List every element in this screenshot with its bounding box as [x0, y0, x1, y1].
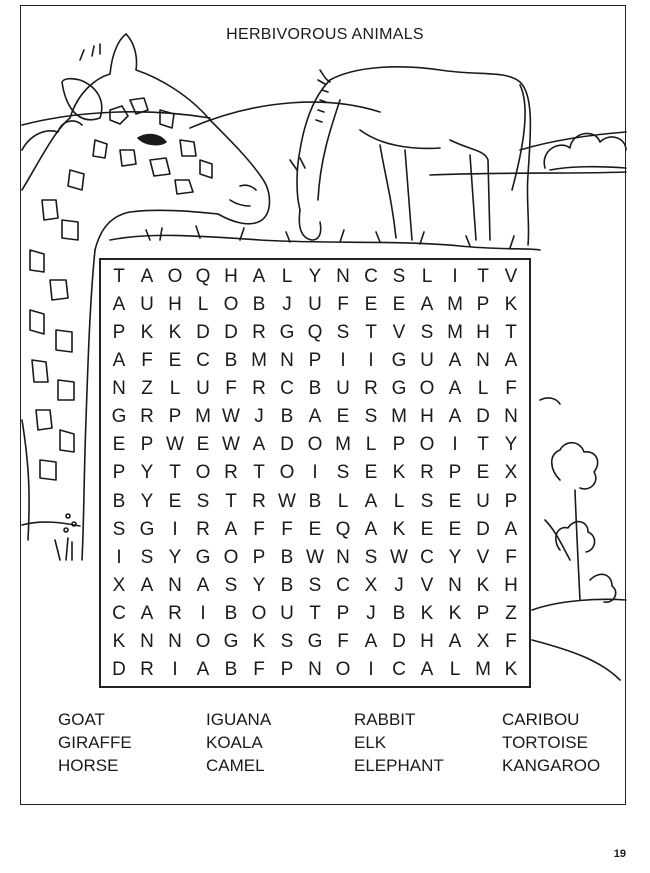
grid-letter[interactable]: E	[364, 293, 378, 315]
grid-letter[interactable]: F	[505, 631, 517, 653]
grid-letter[interactable]: F	[141, 349, 153, 371]
grid-letter[interactable]: F	[225, 378, 237, 400]
grid-letter[interactable]: S	[196, 490, 210, 512]
grid-letter[interactable]: E	[476, 462, 490, 484]
flower-icon	[540, 398, 616, 602]
grid-letter[interactable]: P	[252, 546, 266, 568]
grid-letter[interactable]: E	[448, 490, 462, 512]
grid-letter[interactable]: S	[364, 406, 378, 428]
grid-letter[interactable]: N	[140, 631, 154, 653]
grid-letter[interactable]: B	[224, 349, 238, 371]
grid-letter[interactable]: A	[224, 518, 238, 540]
grid-letter[interactable]: K	[168, 321, 182, 343]
grid-letter[interactable]: J	[254, 406, 264, 428]
grid-letter[interactable]: Q	[307, 321, 323, 343]
grid-letter[interactable]: W	[390, 546, 408, 568]
grid-letter[interactable]: J	[282, 293, 292, 315]
grid-letter[interactable]: D	[224, 321, 238, 343]
grid-letter[interactable]: T	[309, 603, 321, 625]
grid-letter[interactable]: I	[340, 349, 346, 371]
grid-letter[interactable]: D	[476, 406, 490, 428]
grid-letter[interactable]: S	[420, 321, 434, 343]
grid-letter[interactable]: N	[476, 349, 490, 371]
grid-letter[interactable]: B	[308, 490, 322, 512]
tree-icon	[22, 121, 82, 150]
grid-letter[interactable]: L	[421, 265, 433, 287]
grid-letter[interactable]: M	[447, 293, 463, 315]
grid-letter[interactable]: K	[140, 321, 154, 343]
grid-letter[interactable]: E	[392, 293, 406, 315]
grid-letter[interactable]: C	[280, 378, 294, 400]
grid-letter[interactable]: J	[394, 575, 404, 597]
grid-letter[interactable]: T	[253, 462, 265, 484]
grid-letter[interactable]: M	[447, 321, 463, 343]
grid-letter[interactable]: Y	[252, 575, 266, 597]
grid-letter[interactable]: Y	[308, 265, 322, 287]
grid-letter[interactable]: G	[279, 321, 295, 343]
word-list-item: KANGAROO	[502, 756, 601, 775]
grid-letter[interactable]: S	[420, 490, 434, 512]
grid-letter[interactable]: S	[224, 575, 238, 597]
grid-letter[interactable]: A	[140, 575, 154, 597]
grid-letter[interactable]: E	[364, 462, 378, 484]
grid-letter[interactable]: L	[281, 265, 293, 287]
grid-letter[interactable]: P	[140, 434, 154, 456]
grid-letter[interactable]: R	[140, 406, 154, 428]
word-list-item: GOAT	[58, 710, 105, 729]
grid-letter[interactable]: O	[279, 462, 295, 484]
grid-letter[interactable]: N	[168, 575, 182, 597]
grid-letter[interactable]: C	[196, 349, 210, 371]
grid-letter[interactable]: I	[368, 659, 374, 681]
grid-letter[interactable]: P	[168, 406, 182, 428]
word-list-item: RABBIT	[354, 710, 416, 729]
grid-letter[interactable]: U	[420, 349, 434, 371]
grid-letter[interactable]: U	[308, 293, 322, 315]
grid-letter[interactable]: L	[393, 490, 405, 512]
grid-letter[interactable]: E	[420, 518, 434, 540]
grid-letter[interactable]: I	[452, 265, 458, 287]
grid-letter[interactable]: A	[364, 631, 378, 653]
grid-letter[interactable]: R	[364, 378, 378, 400]
grid-letter[interactable]: E	[448, 518, 462, 540]
grid-letter[interactable]: H	[420, 406, 434, 428]
grid-letter[interactable]: R	[224, 462, 238, 484]
grid-letter[interactable]: B	[112, 490, 126, 512]
grid-letter[interactable]: U	[140, 293, 154, 315]
grid-letter[interactable]: E	[168, 349, 182, 371]
word-list-item: ELEPHANT	[354, 756, 444, 775]
grid-letter[interactable]: N	[168, 631, 182, 653]
grid-letter[interactable]: D	[476, 518, 490, 540]
grid-letter[interactable]: U	[280, 603, 294, 625]
grid-letter[interactable]: K	[392, 462, 406, 484]
grid-letter[interactable]: S	[336, 462, 350, 484]
grid-letter[interactable]: T	[365, 321, 377, 343]
grid-letter[interactable]: T	[477, 434, 489, 456]
grid-letter[interactable]: U	[336, 378, 350, 400]
word-list-item: HORSE	[58, 756, 119, 775]
grid-letter[interactable]: N	[336, 265, 350, 287]
word-list-item: KOALA	[206, 733, 263, 752]
grid-letter[interactable]: A	[364, 518, 378, 540]
grid-letter[interactable]: W	[306, 546, 324, 568]
grid-letter[interactable]: A	[196, 575, 210, 597]
grid-letter[interactable]: P	[448, 462, 462, 484]
grid-letter[interactable]: R	[252, 378, 266, 400]
word-list-item: IGUANA	[206, 710, 272, 729]
word-list	[58, 709, 618, 777]
grid-letter[interactable]: L	[197, 293, 209, 315]
grid-letter[interactable]: A	[448, 631, 462, 653]
grid-letter[interactable]: A	[112, 349, 126, 371]
grid-letter[interactable]: S	[336, 321, 350, 343]
grid-letter[interactable]: C	[364, 265, 378, 287]
grid-letter[interactable]: K	[476, 575, 490, 597]
hills-icon	[22, 102, 626, 175]
grid-letter[interactable]: F	[253, 518, 265, 540]
grid-letter[interactable]: H	[420, 631, 434, 653]
grid-letter[interactable]: M	[391, 406, 407, 428]
grid-letter[interactable]: L	[169, 378, 181, 400]
grid-letter[interactable]: O	[195, 631, 211, 653]
grid-letter[interactable]: S	[140, 546, 154, 568]
grid-letter[interactable]: H	[504, 575, 518, 597]
grid-letter[interactable]: B	[224, 603, 238, 625]
grid-letter[interactable]: O	[419, 378, 435, 400]
grid-letter[interactable]: C	[112, 603, 126, 625]
grid-letter[interactable]: G	[391, 378, 407, 400]
grid-letter[interactable]: A	[448, 406, 462, 428]
grid-letter[interactable]: M	[195, 406, 211, 428]
grid-letter[interactable]: T	[477, 265, 489, 287]
grid-letter[interactable]: F	[253, 659, 265, 681]
grid-letter[interactable]: G	[111, 406, 127, 428]
grid-letter[interactable]: D	[112, 659, 126, 681]
grid-letter[interactable]: A	[252, 265, 266, 287]
grid-letter[interactable]: B	[280, 406, 294, 428]
horse-icon	[290, 67, 530, 245]
grid-letter[interactable]: C	[392, 659, 406, 681]
grid-letter[interactable]: P	[476, 293, 490, 315]
grid-letter[interactable]: U	[196, 378, 210, 400]
grid-letter[interactable]: A	[196, 659, 210, 681]
grid-letter[interactable]: V	[504, 265, 518, 287]
grid-letter[interactable]: J	[366, 603, 376, 625]
grid-letter[interactable]: V	[476, 546, 490, 568]
grid-letter[interactable]: N	[504, 406, 518, 428]
grid-letter[interactable]: N	[308, 659, 322, 681]
grid-letter[interactable]: G	[307, 631, 323, 653]
grid-letter[interactable]: P	[392, 434, 406, 456]
grid-letter[interactable]: R	[168, 603, 182, 625]
grid-letter[interactable]: C	[420, 546, 434, 568]
grid-letter[interactable]: I	[172, 518, 178, 540]
grid-letter[interactable]: K	[504, 659, 518, 681]
grid-letter[interactable]: F	[505, 546, 517, 568]
grid-letter[interactable]: P	[336, 603, 350, 625]
grid-letter[interactable]: L	[337, 490, 349, 512]
grid-letter[interactable]: A	[308, 406, 322, 428]
grid-letter[interactable]: A	[448, 378, 462, 400]
grid-letter[interactable]: L	[477, 378, 489, 400]
grid-letter[interactable]: P	[112, 462, 126, 484]
grid-letter[interactable]: T	[169, 462, 181, 484]
grid-letter[interactable]: T	[225, 490, 237, 512]
grid-letter[interactable]: Y	[140, 462, 154, 484]
grid-letter[interactable]: O	[251, 603, 267, 625]
grid-letter[interactable]: O	[223, 293, 239, 315]
grid-letter[interactable]: P	[308, 349, 322, 371]
grid-letter[interactable]: S	[308, 575, 322, 597]
grid-letter[interactable]: P	[280, 659, 294, 681]
grid-letter[interactable]: B	[392, 603, 406, 625]
grid-letter[interactable]: Y	[140, 490, 154, 512]
grid-letter[interactable]: T	[505, 321, 517, 343]
grid-letter[interactable]: S	[364, 546, 378, 568]
page-number: 19	[613, 848, 626, 860]
grid-letter[interactable]: E	[112, 434, 126, 456]
grid-letter[interactable]: W	[222, 434, 240, 456]
grid-letter[interactable]: A	[448, 349, 462, 371]
grid-letter[interactable]: K	[252, 631, 266, 653]
grid-letter[interactable]: B	[308, 378, 322, 400]
grid-letter[interactable]: F	[505, 378, 517, 400]
grid-letter[interactable]: P	[112, 321, 126, 343]
grid-letter[interactable]: S	[280, 631, 294, 653]
grid-letter[interactable]: L	[449, 659, 461, 681]
grid-letter[interactable]: H	[476, 321, 490, 343]
grid-letter[interactable]: I	[200, 603, 206, 625]
grid-letter[interactable]: N	[112, 378, 126, 400]
grid-letter[interactable]: R	[140, 659, 154, 681]
grid-letter[interactable]: B	[224, 659, 238, 681]
grid-letter[interactable]: D	[392, 631, 406, 653]
grid-letter[interactable]: A	[364, 490, 378, 512]
grid-letter[interactable]: A	[140, 603, 154, 625]
grid-letter[interactable]: T	[113, 265, 125, 287]
grid-letter[interactable]: R	[252, 321, 266, 343]
grid-letter[interactable]: Z	[141, 378, 153, 400]
grid-letter[interactable]: Y	[448, 546, 462, 568]
grid-letter[interactable]: K	[504, 293, 518, 315]
grid-letter[interactable]: A	[252, 434, 266, 456]
grid-letter[interactable]: U	[476, 490, 490, 512]
grid-letter[interactable]: A	[420, 293, 434, 315]
grid-letter[interactable]: X	[476, 631, 490, 653]
grid-letter[interactable]: A	[504, 349, 518, 371]
grid-letter[interactable]: X	[364, 575, 378, 597]
grid-letter[interactable]: Q	[195, 265, 211, 287]
grid-letter[interactable]: E	[168, 490, 182, 512]
grid-letter[interactable]: G	[391, 349, 407, 371]
grid-letter[interactable]: M	[335, 434, 351, 456]
word-list-item: CAMEL	[206, 756, 265, 775]
grid-letter[interactable]: Z	[505, 603, 517, 625]
grid-letter[interactable]: B	[252, 293, 266, 315]
grid-letter[interactable]: E	[336, 406, 350, 428]
grid-letter[interactable]: O	[223, 546, 239, 568]
grid-letter[interactable]: B	[280, 575, 294, 597]
grid-letter[interactable]: I	[312, 462, 318, 484]
grid-letter[interactable]: P	[504, 490, 518, 512]
grid-letter[interactable]: E	[196, 434, 210, 456]
grid-letter[interactable]: E	[308, 518, 322, 540]
grid-letter[interactable]: Y	[168, 546, 182, 568]
grid-letter[interactable]: Y	[504, 434, 518, 456]
grid-letter[interactable]: A	[420, 659, 434, 681]
grid-letter[interactable]: N	[448, 575, 462, 597]
grid-letter[interactable]: O	[167, 265, 183, 287]
grid-letter[interactable]: H	[224, 265, 238, 287]
grid-letter[interactable]: I	[172, 659, 178, 681]
grid-letter[interactable]: N	[336, 546, 350, 568]
grid-letter[interactable]: S	[112, 518, 126, 540]
grid-letter[interactable]: X	[504, 462, 518, 484]
grid-letter[interactable]: P	[476, 603, 490, 625]
grid-letter[interactable]: V	[420, 575, 434, 597]
grid-letter[interactable]: F	[337, 631, 349, 653]
grid-letter[interactable]: M	[251, 349, 267, 371]
grid-letter[interactable]: I	[368, 349, 374, 371]
grid-letter[interactable]: A	[140, 265, 154, 287]
grid-letter[interactable]: A	[112, 293, 126, 315]
grid-letter[interactable]: C	[336, 575, 350, 597]
grid-letter[interactable]: N	[280, 349, 294, 371]
word-list-item: TORTOISE	[502, 733, 588, 752]
grid-letter[interactable]: D	[280, 434, 294, 456]
grid-letter[interactable]: R	[196, 518, 210, 540]
grid-letter[interactable]: D	[196, 321, 210, 343]
grid-letter[interactable]: W	[166, 434, 184, 456]
grid-letter[interactable]: L	[365, 434, 377, 456]
grid-letter[interactable]: G	[195, 546, 211, 568]
grid-letter[interactable]: O	[335, 659, 351, 681]
grid-letter[interactable]: W	[222, 406, 240, 428]
grid-letter[interactable]: R	[252, 490, 266, 512]
word-search-grid	[99, 258, 531, 688]
grid-letter[interactable]: I	[452, 434, 458, 456]
grid-letter[interactable]: R	[420, 462, 434, 484]
grid-letter[interactable]: G	[223, 631, 239, 653]
grid-letter[interactable]: X	[112, 575, 126, 597]
cloud-icon	[544, 133, 626, 170]
grid-letter[interactable]: V	[392, 321, 406, 343]
grid-letter[interactable]: F	[281, 518, 293, 540]
grid-letter[interactable]: K	[112, 631, 126, 653]
word-list-item: CARIBOU	[502, 710, 580, 729]
grid-letter[interactable]: I	[116, 546, 122, 568]
grid-letter[interactable]: S	[392, 265, 406, 287]
grid-letter[interactable]: H	[168, 293, 182, 315]
page-title: HERBIVOROUS ANIMALS	[226, 26, 424, 43]
grid-letter[interactable]: O	[195, 462, 211, 484]
grid-letter[interactable]: K	[420, 603, 434, 625]
grid-letter[interactable]: O	[307, 434, 323, 456]
grid-letter[interactable]: M	[475, 659, 491, 681]
grid-letter[interactable]: B	[280, 546, 294, 568]
grid-letter[interactable]: A	[504, 518, 518, 540]
word-list-item: ELK	[354, 733, 387, 752]
grid-letter[interactable]: W	[278, 490, 296, 512]
grid-letter[interactable]: F	[337, 293, 349, 315]
grid-letter[interactable]: K	[392, 518, 406, 540]
grid-letter[interactable]: O	[419, 434, 435, 456]
grid-letter[interactable]: K	[448, 603, 462, 625]
grid-letter[interactable]: Q	[335, 518, 351, 540]
grid-letter[interactable]: G	[139, 518, 155, 540]
word-list-item: GIRAFFE	[58, 733, 132, 752]
